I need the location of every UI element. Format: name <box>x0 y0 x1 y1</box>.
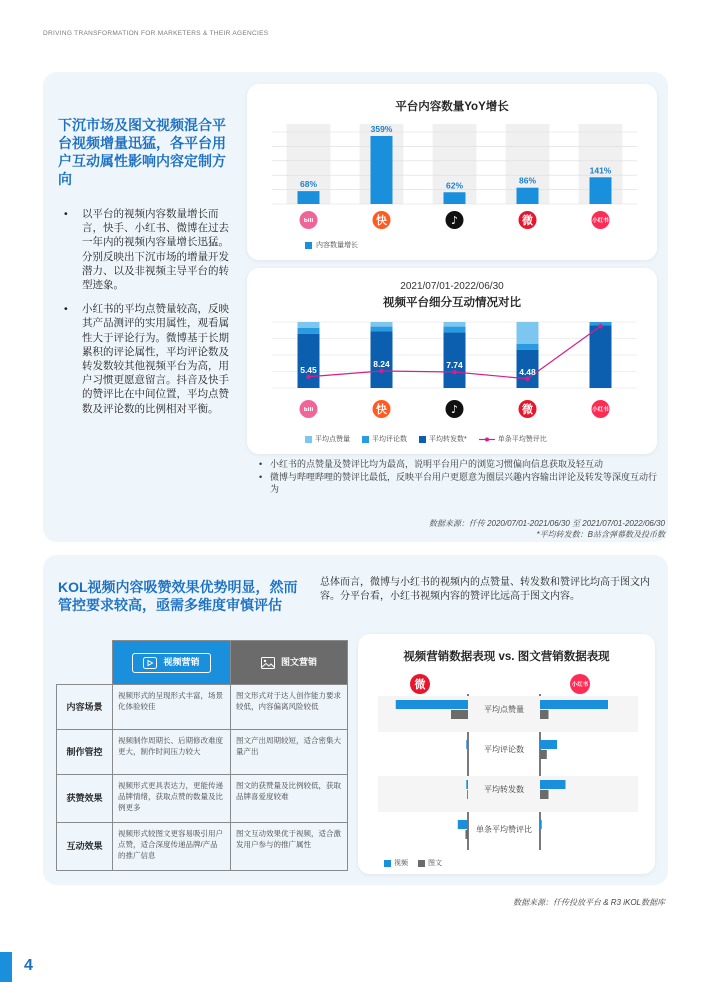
chart3-legend <box>384 858 442 868</box>
table-row <box>57 685 348 730</box>
text-cell: 图文形式对于达人创作能力要求较低，内容偏离风险较低 <box>231 685 348 730</box>
section2-summary: 总体而言，微博与小红书的视频内的点赞量、转发数和赞评比均高于图文内容。分平台看，小红书视频内容的赞评比远高于图文内容。 <box>320 577 650 602</box>
ratio-point <box>452 370 456 374</box>
table-row <box>57 730 348 775</box>
ratio-point <box>379 369 383 373</box>
table-row <box>57 823 348 871</box>
ratio-label: 5.45 <box>300 364 317 375</box>
section1-bullets <box>60 207 236 426</box>
text-bar <box>540 790 549 799</box>
icon-glyph: 小红书 <box>571 681 589 688</box>
source-line: *平均转发数：B站含弹幕数及投币数 <box>536 530 665 539</box>
icon-glyph: ♪ <box>450 213 459 227</box>
chart1-legend <box>305 240 358 250</box>
video-bar <box>458 820 468 829</box>
page-number: 4 <box>24 957 33 974</box>
legend-label: 平均点赞量 <box>315 436 350 443</box>
image-icon <box>261 657 275 669</box>
bullet-item <box>60 207 236 292</box>
yoy-growth-card <box>247 84 657 260</box>
kuaishou-icon <box>373 211 391 229</box>
chart2-subtitle: 2021/07/01-2022/06/30 <box>400 281 504 292</box>
note-item <box>258 458 658 471</box>
chart2-legend <box>305 434 547 444</box>
legend-swatch <box>384 860 391 867</box>
xiaohongshu-icon <box>592 400 610 418</box>
video-bar <box>396 700 468 709</box>
chart3-title: 视频营销数据表现 vs. 图文营销数据表现 <box>403 651 610 663</box>
ratio-label: 30 <box>595 314 606 325</box>
row-head: 制作管控 <box>57 730 113 775</box>
header-inner <box>231 654 347 672</box>
legend-label: 视频 <box>394 860 408 867</box>
stacked-bar-segment <box>371 327 393 332</box>
bar <box>517 188 539 204</box>
table-row <box>57 775 348 823</box>
chart2-notes <box>258 458 658 496</box>
source-note-1 <box>429 518 665 540</box>
legend-item <box>362 434 407 444</box>
text-bar <box>467 750 468 759</box>
video-bar <box>540 700 608 709</box>
icon-glyph: 快 <box>376 213 387 227</box>
icon-glyph: bili <box>303 217 314 224</box>
video-bar <box>540 740 557 749</box>
row-head: 获赞效果 <box>57 775 113 823</box>
icon-glyph: 小红书 <box>592 217 609 224</box>
table-corner <box>57 641 113 685</box>
comparison-table <box>56 640 348 871</box>
data-label: 86% <box>518 175 537 186</box>
bilibili-icon <box>300 400 318 418</box>
icon-glyph: 微 <box>522 213 533 227</box>
stacked-bar-segment <box>444 322 466 327</box>
weibo-icon <box>410 674 430 694</box>
source-line: 数据来源：仟传 2020/07/01-2021/06/30 至 2021/07/01-2022/06/30 <box>428 519 665 528</box>
douyin-icon <box>446 400 464 418</box>
video-bar <box>466 780 468 789</box>
ratio-point <box>306 375 310 379</box>
data-label: 359% <box>370 123 393 134</box>
legend-label: 图文 <box>428 860 442 867</box>
note-text: 微博与哔哩哔哩的赞评比最低，反映平台用户更愿意为圈层兴趣内容输出评论及转发等深度互动行为 <box>270 471 658 494</box>
icon-glyph: 微 <box>414 677 426 691</box>
bullet-dot: • <box>64 208 68 220</box>
source-note-2 <box>513 897 665 908</box>
legend-swatch <box>418 860 425 867</box>
douyin-icon <box>446 211 464 229</box>
data-label: 141% <box>589 165 612 176</box>
header-box <box>251 654 327 672</box>
category-label: 平均转发数 <box>484 785 524 794</box>
icon-glyph: 微 <box>522 402 533 416</box>
ratio-label: 4.48 <box>519 366 536 377</box>
legend-swatch <box>419 436 426 443</box>
legend-line-swatch <box>479 436 495 443</box>
data-label: 62% <box>445 180 464 191</box>
bullet-dot: • <box>259 471 263 482</box>
xiaohongshu-icon <box>570 674 590 694</box>
text-header-label: 图文营销 <box>280 657 317 667</box>
legend-swatch <box>305 436 312 443</box>
legend-swatch <box>305 242 312 249</box>
video-cell: 视频形式较图文更容易吸引用户点赞，适合深度传递品牌/产品的推广信息 <box>113 823 231 871</box>
text-bar <box>465 830 468 839</box>
interaction-chart <box>247 268 657 454</box>
legend-item <box>384 858 408 868</box>
legend-label: 单条平均赞评比 <box>497 436 547 443</box>
bullet-dot: • <box>64 303 68 316</box>
header-box <box>132 653 210 673</box>
note-text: 小红书的点赞量及赞评比均为最高，说明平台用户的浏览习惯偏向信息获取及轻互动 <box>270 459 604 469</box>
video-cell: 视频形式更具表达力，更能传递品牌情绪，获取点赞的数量及比例更多 <box>113 775 231 823</box>
legend-item <box>419 434 467 444</box>
header-inner <box>113 653 230 673</box>
legend-label: 平均评论数 <box>372 436 407 443</box>
text-cell: 图文产出周期较短，适合密集大量产出 <box>231 730 348 775</box>
legend-swatch <box>362 436 369 443</box>
section1-title: 下沉市场及图文视频混合平台视频增量迅猛，各平台用户互动属性影响内容定制方向 <box>58 117 226 187</box>
stacked-bar-segment <box>371 322 393 327</box>
stacked-bar-segment <box>298 334 320 388</box>
bullet-text: 小红书的平均点赞量较高，反映其产品测评的实用属性，观看属性大于评论行为。微博基于长期累积的评论属性，平均评论数及转发数较其他视频平台为高，用户习惯更愿意留言。抖音及快手的赞评比在中间位置，平均点赞数及评论数的比例相对平衡。 <box>82 303 229 415</box>
text-marketing-header <box>231 641 348 685</box>
bar <box>444 192 466 204</box>
text-bar <box>540 710 549 719</box>
ratio-point <box>598 324 602 328</box>
video-cell: 视频形式的呈现形式丰富，场景化体验较佳 <box>113 685 231 730</box>
icon-glyph: 快 <box>376 402 387 416</box>
source-line: 数据来源：仟传投放平台 & R3 iKOL数据库 <box>512 898 665 907</box>
bar <box>590 177 612 204</box>
xiaohongshu-icon <box>592 211 610 229</box>
icon-glyph: 小红书 <box>592 406 609 413</box>
row-head: 互动效果 <box>57 823 113 871</box>
legend-label: 平均转发数* <box>429 436 467 443</box>
icon-glyph: ♪ <box>450 402 459 416</box>
ratio-label: 7.74 <box>446 360 463 371</box>
category-label: 平均点赞量 <box>484 705 524 714</box>
kuaishou-icon <box>373 400 391 418</box>
video-bar <box>540 820 542 829</box>
stacked-bar-segment <box>517 322 539 344</box>
bar <box>371 136 393 204</box>
text-bar <box>540 750 547 759</box>
legend-item <box>479 434 547 444</box>
row-band <box>378 776 638 812</box>
video-cell: 视频制作周期长、后期修改难度更大，制作时间压力较大 <box>113 730 231 775</box>
ratio-point <box>525 377 529 381</box>
text-cell: 图文的获赞量及比例较低，获取品牌喜爱度较难 <box>231 775 348 823</box>
stacked-bar-segment <box>444 327 466 333</box>
data-label: 68% <box>299 179 318 190</box>
video-vs-text-chart <box>358 634 655 874</box>
text-bar <box>451 710 468 719</box>
legend-item <box>418 858 442 868</box>
header-tagline: DRIVING TRANSFORMATION FOR MARKETERS & THEIR AGENCIES <box>43 30 269 37</box>
legend-item <box>305 434 350 444</box>
text-bar <box>540 830 541 839</box>
bullet-item <box>60 302 236 416</box>
video-header-label: 视频营销 <box>163 657 200 667</box>
section2-title: KOL视频内容吸赞效果优势明显，然而管控要求较高，亟需多维度审慎评估 <box>58 579 298 613</box>
video-bar <box>466 740 468 749</box>
video-bar <box>540 780 566 789</box>
text-bar <box>467 790 468 799</box>
interaction-card <box>247 268 657 454</box>
stacked-bar-segment <box>298 328 320 334</box>
note-item <box>258 471 658 496</box>
page-accent-bar <box>0 952 12 982</box>
category-label: 平均评论数 <box>484 745 524 754</box>
ratio-label: 8.24 <box>373 359 390 370</box>
icon-glyph: bili <box>303 406 314 413</box>
legend-label: 内容数量增长 <box>316 242 358 249</box>
bullet-dot: • <box>259 459 263 469</box>
bilibili-icon <box>300 211 318 229</box>
play-icon <box>143 657 157 669</box>
row-head: 内容场景 <box>57 685 113 730</box>
category-label: 单条平均赞评比 <box>476 825 532 834</box>
video-vs-text-card <box>358 634 655 874</box>
weibo-icon <box>519 211 537 229</box>
stacked-bar-segment <box>590 325 612 388</box>
bar <box>298 191 320 204</box>
bullet-text: 以平台的视频内容数量增长而言，快手、小红书、微博在过去一年内的视频内容量增长迅猛。分别反映出下沉市场的增量开发潜力、以及非视频主导平台的转型迹象。 <box>82 208 229 292</box>
video-marketing-header <box>113 641 231 685</box>
stacked-bar-segment <box>517 344 539 350</box>
column-band <box>433 124 477 204</box>
chart2-title: 视频平台细分互动情况对比 <box>383 297 521 309</box>
text-cell: 图文互动效果优于视频，适合激发用户参与的推广属性 <box>231 823 348 871</box>
chart1-title: 平台内容数量YoY增长 <box>395 101 509 113</box>
stacked-bar-segment <box>298 322 320 328</box>
weibo-icon <box>519 400 537 418</box>
table-header-row <box>57 641 348 685</box>
yoy-growth-chart <box>247 84 657 260</box>
